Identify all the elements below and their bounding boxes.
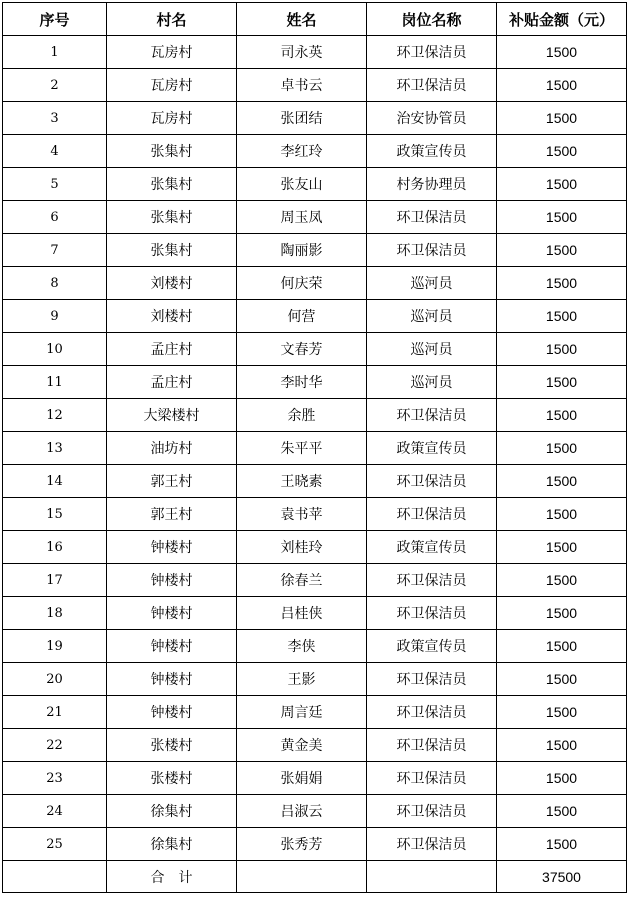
village-cell: 瓦房村 [107, 69, 237, 102]
village-cell: 钟楼村 [107, 597, 237, 630]
position-cell: 环卫保洁员 [367, 399, 497, 432]
name-cell: 周玉凤 [237, 201, 367, 234]
position-cell: 巡河员 [367, 366, 497, 399]
total-row [3, 861, 627, 893]
position-cell: 环卫保洁员 [367, 663, 497, 696]
total-amount: 37500 [497, 861, 627, 893]
village-cell: 徐集村 [107, 795, 237, 828]
village-cell: 刘楼村 [107, 267, 237, 300]
amount-cell: 1500 [497, 531, 627, 564]
index-cell: 9 [3, 300, 107, 333]
village-cell: 张集村 [107, 168, 237, 201]
position-cell: 政策宣传员 [367, 531, 497, 564]
village-cell: 瓦房村 [107, 102, 237, 135]
amount-cell: 1500 [497, 498, 627, 531]
name-cell: 李侠 [237, 630, 367, 663]
position-cell: 环卫保洁员 [367, 465, 497, 498]
name-cell: 陶丽影 [237, 234, 367, 267]
amount-cell: 1500 [497, 696, 627, 729]
index-cell: 11 [3, 366, 107, 399]
index-cell: 16 [3, 531, 107, 564]
position-cell: 环卫保洁员 [367, 234, 497, 267]
index-cell: 7 [3, 234, 107, 267]
index-cell: 20 [3, 663, 107, 696]
name-cell: 张娟娟 [237, 762, 367, 795]
table-row [3, 828, 627, 861]
village-cell: 钟楼村 [107, 531, 237, 564]
name-cell: 周言廷 [237, 696, 367, 729]
subsidy-table [2, 2, 627, 893]
table-row [3, 729, 627, 762]
index-cell: 3 [3, 102, 107, 135]
position-cell: 环卫保洁员 [367, 762, 497, 795]
amount-cell: 1500 [497, 432, 627, 465]
amount-cell: 1500 [497, 267, 627, 300]
position-cell: 环卫保洁员 [367, 69, 497, 102]
name-cell: 张友山 [237, 168, 367, 201]
village-cell: 郭王村 [107, 498, 237, 531]
header-position: 岗位名称 [367, 3, 497, 36]
table-row [3, 498, 627, 531]
amount-cell: 1500 [497, 201, 627, 234]
village-cell: 瓦房村 [107, 36, 237, 69]
village-cell: 张集村 [107, 234, 237, 267]
name-cell: 黄金美 [237, 729, 367, 762]
table-row [3, 300, 627, 333]
position-cell: 巡河员 [367, 333, 497, 366]
index-cell: 14 [3, 465, 107, 498]
name-cell: 何营 [237, 300, 367, 333]
amount-cell: 1500 [497, 69, 627, 102]
index-cell: 17 [3, 564, 107, 597]
table-row [3, 762, 627, 795]
table-row [3, 564, 627, 597]
name-cell: 吕桂侠 [237, 597, 367, 630]
village-cell: 大梁楼村 [107, 399, 237, 432]
amount-cell: 1500 [497, 828, 627, 861]
index-cell: 13 [3, 432, 107, 465]
position-cell: 环卫保洁员 [367, 36, 497, 69]
village-cell: 钟楼村 [107, 630, 237, 663]
amount-cell: 1500 [497, 663, 627, 696]
name-cell: 李红玲 [237, 135, 367, 168]
table-row [3, 234, 627, 267]
total-position-cell [367, 861, 497, 893]
index-cell: 24 [3, 795, 107, 828]
index-cell: 6 [3, 201, 107, 234]
position-cell: 政策宣传员 [367, 630, 497, 663]
index-cell: 8 [3, 267, 107, 300]
village-cell: 张楼村 [107, 762, 237, 795]
village-cell: 孟庄村 [107, 366, 237, 399]
name-cell: 何庆荣 [237, 267, 367, 300]
position-cell: 环卫保洁员 [367, 597, 497, 630]
name-cell: 吕淑云 [237, 795, 367, 828]
table-row [3, 366, 627, 399]
position-cell: 巡河员 [367, 267, 497, 300]
amount-cell: 1500 [497, 729, 627, 762]
amount-cell: 1500 [497, 762, 627, 795]
table-row [3, 333, 627, 366]
header-amount: 补贴金额（元） [497, 3, 627, 36]
table-row [3, 399, 627, 432]
position-cell: 政策宣传员 [367, 432, 497, 465]
amount-cell: 1500 [497, 36, 627, 69]
name-cell: 袁书苹 [237, 498, 367, 531]
amount-cell: 1500 [497, 366, 627, 399]
amount-cell: 1500 [497, 300, 627, 333]
village-cell: 郭王村 [107, 465, 237, 498]
table-row [3, 663, 627, 696]
name-cell: 刘桂玲 [237, 531, 367, 564]
total-name-cell [237, 861, 367, 893]
table-row [3, 168, 627, 201]
amount-cell: 1500 [497, 630, 627, 663]
index-cell: 12 [3, 399, 107, 432]
index-cell: 15 [3, 498, 107, 531]
position-cell: 治安协管员 [367, 102, 497, 135]
header-name: 姓名 [237, 3, 367, 36]
index-cell: 2 [3, 69, 107, 102]
index-cell: 1 [3, 36, 107, 69]
table-row [3, 531, 627, 564]
table-row [3, 201, 627, 234]
table-row [3, 69, 627, 102]
table-row [3, 465, 627, 498]
table-row [3, 102, 627, 135]
index-cell: 22 [3, 729, 107, 762]
index-cell: 25 [3, 828, 107, 861]
amount-cell: 1500 [497, 564, 627, 597]
name-cell: 张团结 [237, 102, 367, 135]
position-cell: 巡河员 [367, 300, 497, 333]
position-cell: 环卫保洁员 [367, 498, 497, 531]
name-cell: 朱平平 [237, 432, 367, 465]
village-cell: 钟楼村 [107, 696, 237, 729]
table-body [3, 36, 627, 861]
table-row [3, 630, 627, 663]
index-cell: 23 [3, 762, 107, 795]
name-cell: 王晓素 [237, 465, 367, 498]
village-cell: 徐集村 [107, 828, 237, 861]
index-cell: 5 [3, 168, 107, 201]
village-cell: 张楼村 [107, 729, 237, 762]
amount-cell: 1500 [497, 102, 627, 135]
table-row [3, 696, 627, 729]
name-cell: 司永英 [237, 36, 367, 69]
table-row [3, 267, 627, 300]
table-row [3, 36, 627, 69]
name-cell: 文春芳 [237, 333, 367, 366]
amount-cell: 1500 [497, 795, 627, 828]
name-cell: 张秀芳 [237, 828, 367, 861]
village-cell: 张集村 [107, 135, 237, 168]
name-cell: 徐春兰 [237, 564, 367, 597]
header-village: 村名 [107, 3, 237, 36]
amount-cell: 1500 [497, 135, 627, 168]
position-cell: 环卫保洁员 [367, 828, 497, 861]
header-row [3, 3, 627, 36]
header-index: 序号 [3, 3, 107, 36]
amount-cell: 1500 [497, 333, 627, 366]
village-cell: 刘楼村 [107, 300, 237, 333]
position-cell: 环卫保洁员 [367, 795, 497, 828]
name-cell: 王影 [237, 663, 367, 696]
position-cell: 村务协理员 [367, 168, 497, 201]
index-cell: 4 [3, 135, 107, 168]
index-cell: 10 [3, 333, 107, 366]
village-cell: 钟楼村 [107, 663, 237, 696]
table-row [3, 432, 627, 465]
name-cell: 李时华 [237, 366, 367, 399]
name-cell: 卓书云 [237, 69, 367, 102]
position-cell: 环卫保洁员 [367, 729, 497, 762]
amount-cell: 1500 [497, 168, 627, 201]
index-cell: 19 [3, 630, 107, 663]
table-row [3, 597, 627, 630]
total-index-cell [3, 861, 107, 893]
amount-cell: 1500 [497, 234, 627, 267]
amount-cell: 1500 [497, 597, 627, 630]
village-cell: 油坊村 [107, 432, 237, 465]
total-label: 合 计 [107, 861, 237, 893]
name-cell: 余胜 [237, 399, 367, 432]
village-cell: 张集村 [107, 201, 237, 234]
position-cell: 环卫保洁员 [367, 564, 497, 597]
amount-cell: 1500 [497, 399, 627, 432]
amount-cell: 1500 [497, 465, 627, 498]
village-cell: 钟楼村 [107, 564, 237, 597]
index-cell: 18 [3, 597, 107, 630]
position-cell: 政策宣传员 [367, 135, 497, 168]
position-cell: 环卫保洁员 [367, 696, 497, 729]
village-cell: 孟庄村 [107, 333, 237, 366]
position-cell: 环卫保洁员 [367, 201, 497, 234]
table-row [3, 795, 627, 828]
table-row [3, 135, 627, 168]
index-cell: 21 [3, 696, 107, 729]
